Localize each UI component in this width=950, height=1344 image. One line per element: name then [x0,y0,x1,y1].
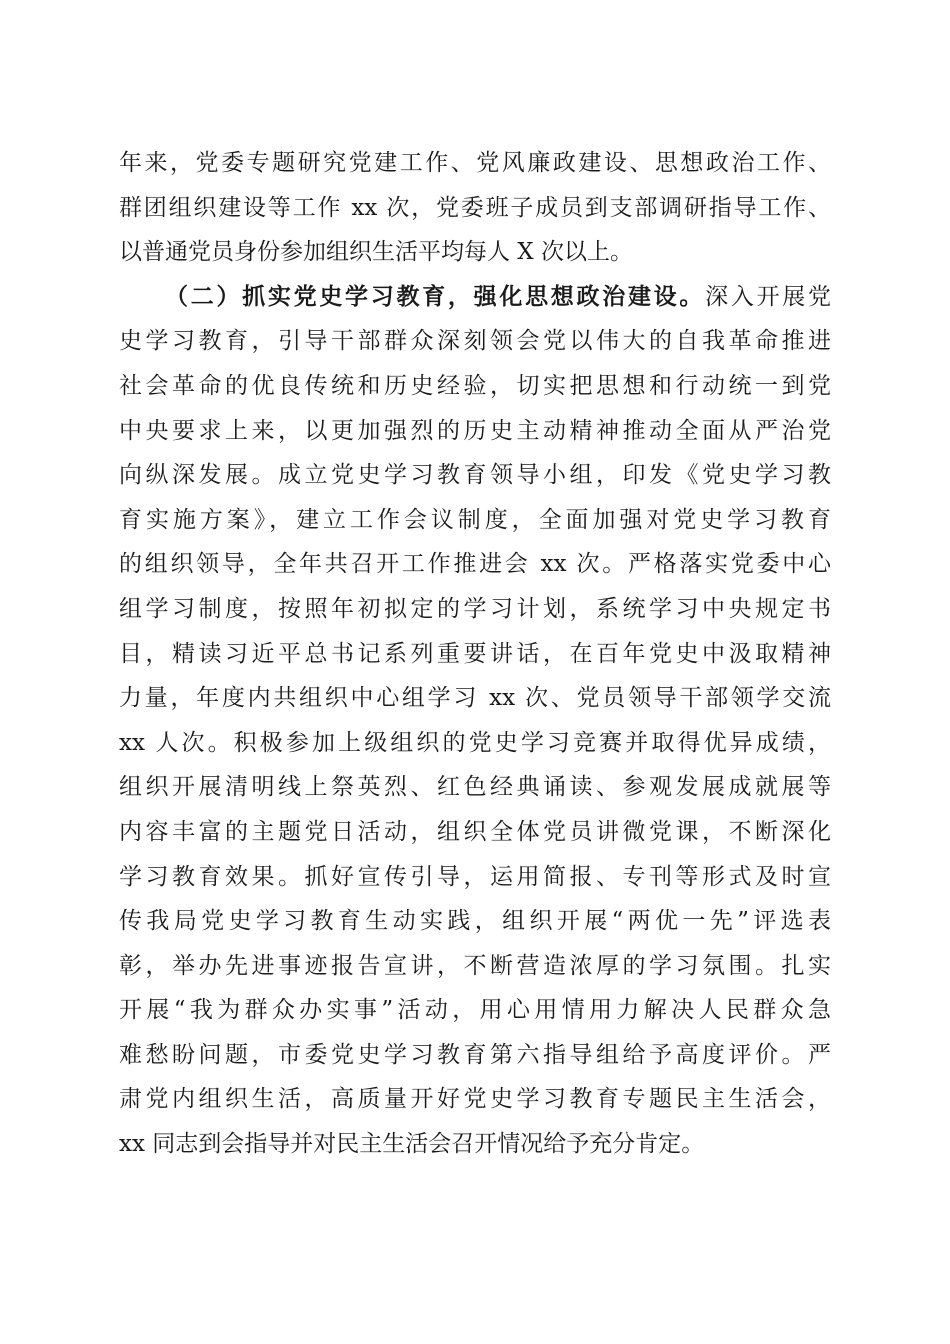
paragraph-2-line: 中央要求上来，以更加强烈的历史主动精神推动全面从严治党 [119,417,831,444]
paragraph-2-line: 学习教育效果。抓好宣传引导，运用简报、专刊等形式及时宣 [119,863,831,890]
paragraph-2-first-line [119,275,831,320]
document-body [119,141,831,1167]
paragraph-2-line: 传我局党史学习教育生动实践，组织开展“两优一先”评选表 [119,908,831,935]
section-heading: （二）抓实党史学习教育，强化思想政治建设。 [165,282,706,310]
paragraph-2 [119,275,831,1167]
paragraph-2-line: 内容丰富的主题党日活动，组织全体党员讲微党课，不断深化 [119,818,831,845]
paragraph-2-line: 彰，举办先进事迹报告宣讲，不断营造浓厚的学习氛围。扎实 [119,952,831,979]
paragraph-2-line: 组织开展清明线上祭英烈、红色经典诵读、参观发展成就展等 [119,774,831,801]
paragraph-1-line: 以普通党员身份参加组织生活平均每人 X 次以上。 [119,239,633,266]
paragraph-2-line: 组学习制度，按照年初拟定的学习计划，系统学习中央规定书 [119,595,831,622]
paragraph-2-line: 难愁盼问题，市委党史学习教育第六指导组给予高度评价。严 [119,1041,831,1068]
paragraph-2-line: 社会革命的优良传统和历史经验，切实把思想和行动统一到党 [119,372,831,399]
paragraph-2-first-line-text: 深入开展党 [705,283,832,310]
paragraph-2-line: 肃党内组织生活，高质量开好党史学习教育专题民主生活会， [119,1086,831,1113]
paragraph-2-line: xx 同志到会指导并对民主生活会召开情况给予充分肯定。 [119,1131,705,1158]
paragraph-2-line: 力量，年度内共组织中心组学习 xx 次、党员领导干部领学交流 [119,685,831,712]
paragraph-1 [119,141,831,275]
paragraph-2-line: 史学习教育，引导干部群众深刻领会党以伟大的自我革命推进 [119,328,831,355]
paragraph-1-line: 年来，党委专题研究党建工作、党风廉政建设、思想政治工作、 [119,150,831,176]
paragraph-2-line: 向纵深发展。成立党史学习教育领导小组，印发《党史学习教 [119,462,831,489]
paragraph-2-line: 育实施方案》，建立工作会议制度，全面加强对党史学习教育 [119,506,831,533]
paragraph-2-line: 的组织领导，全年共召开工作推进会 xx 次。严格落实党委中心 [119,551,831,578]
paragraph-2-line: 目，精读习近平总书记系列重要讲话，在百年党史中汲取精神 [119,640,831,667]
paragraph-1-line: 群团组织建设等工作 xx 次，党委班子成员到支部调研指导工作、 [119,194,831,221]
paragraph-2-line: xx 人次。积极参加上级组织的党史学习竞赛并取得优异成绩， [119,729,831,756]
paragraph-2-line: 开展“我为群众办实事”活动，用心用情用力解决人民群众急 [119,997,831,1024]
